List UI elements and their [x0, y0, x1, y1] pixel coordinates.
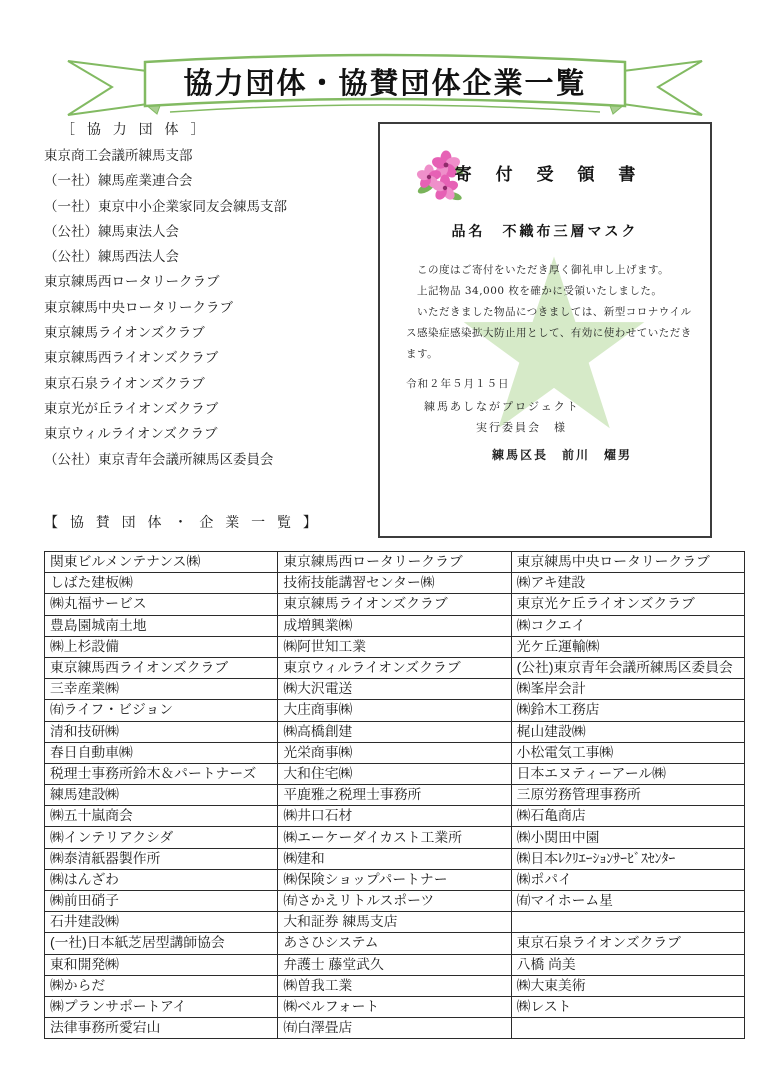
table-cell: ㈱からだ: [45, 975, 278, 996]
table-cell: 成増興業㈱: [278, 615, 511, 636]
table-row: [45, 827, 745, 848]
table-cell: ㈱上杉設備: [45, 636, 278, 657]
table-cell: ㈱井口石材: [278, 806, 511, 827]
table-cell: 春日自動車㈱: [45, 742, 278, 763]
table-cell: 光栄商事㈱: [278, 742, 511, 763]
table-row: [45, 785, 745, 806]
table-row: [45, 721, 745, 742]
cooperating-list-item: （一社）東京中小企業家同友会練馬支部: [44, 198, 287, 214]
table-row: [45, 657, 745, 678]
table-cell: ㈱アキ建設: [511, 573, 744, 594]
cooperating-list-item: 東京商工会議所練馬支部: [44, 148, 193, 163]
donation-receipt: [378, 122, 712, 538]
cooperating-list-item: 東京ウィルライオンズクラブ: [44, 426, 218, 442]
table-row: [45, 848, 745, 869]
table-cell: 法律事務所愛宕山: [45, 1018, 278, 1039]
table-cell: 三幸産業㈱: [45, 679, 278, 700]
table-cell: ㈱大沢電送: [278, 679, 511, 700]
table-cell: しばた建板㈱: [45, 573, 278, 594]
table-cell: 大庄商事㈱: [278, 700, 511, 721]
cooperating-list-item: （一社）練馬産業連合会: [44, 173, 193, 189]
cooperating-list: [44, 143, 379, 472]
table-row: [45, 679, 745, 700]
table-cell: 関東ビルメンテナンス㈱: [45, 552, 278, 573]
certificate-item-line: 品名 不織布三層マスク: [451, 224, 639, 240]
table-cell: ㈱鈴木工務店: [511, 700, 744, 721]
table-cell: ㈱前田硝子: [45, 891, 278, 912]
table-cell: 光ケ丘運輸㈱: [511, 636, 744, 657]
table-row: [45, 806, 745, 827]
cooperating-list-item: （公社）東京青年会議所練馬区委員会: [44, 451, 274, 467]
table-cell: 八橋 尚美: [511, 954, 744, 975]
table-row: [45, 573, 745, 594]
table-cell: 東京光ケ丘ライオンズクラブ: [511, 594, 744, 615]
table-cell: ㈲ライフ・ビジョン: [45, 700, 278, 721]
cooperating-list-item: （公社）練馬西法人会: [44, 249, 179, 265]
table-cell: [511, 912, 744, 933]
certificate-signer: 練馬区長 前川 燿男: [492, 448, 633, 462]
table-row: [45, 615, 745, 636]
certificate-recipient-line1: 練馬あしながプロジェクト: [424, 400, 580, 413]
sponsors-table-body: [45, 552, 745, 1039]
cooperating-list-item: 東京石泉ライオンズクラブ: [44, 375, 205, 391]
table-cell: ㈱ポパイ: [511, 869, 744, 890]
table-cell: ㈱はんざわ: [45, 869, 278, 890]
cooperating-list-item: 東京練馬ライオンズクラブ: [44, 325, 205, 341]
certificate-title: 寄 付 受 領 書: [454, 165, 645, 185]
certificate-body-line: ス感染症感染拡大防止用として、有効に使わせていただき: [406, 327, 692, 339]
table-row: [45, 869, 745, 890]
table-row: [45, 594, 745, 615]
table-cell: ㈲マイホーム星: [511, 891, 744, 912]
table-cell: ㈱五十嵐商会: [45, 806, 278, 827]
cooperating-list-item: 東京練馬西ロータリークラブ: [44, 274, 220, 290]
table-cell: 小松電気工事㈱: [511, 742, 744, 763]
table-cell: 梶山建設㈱: [511, 721, 744, 742]
table-cell: 石井建設㈱: [45, 912, 278, 933]
table-cell: 弁護士 藤堂武久: [278, 954, 511, 975]
table-cell: ㈱プランサポートアイ: [45, 996, 278, 1017]
table-cell: ㈱建和: [278, 848, 511, 869]
table-cell: ㈱高橋創建: [278, 721, 511, 742]
certificate-body: [406, 260, 696, 365]
certificate-date: 令和２年５月１５日: [406, 378, 510, 390]
cooperating-list-item: 東京光が丘ライオンズクラブ: [44, 400, 219, 416]
table-cell: 大和住宅㈱: [278, 763, 511, 784]
table-cell: 東京ウィルライオンズクラブ: [278, 657, 511, 678]
table-row: [45, 700, 745, 721]
table-cell: 日本エヌティーアール㈱: [511, 763, 744, 784]
table-cell: 技術技能講習センター㈱: [278, 573, 511, 594]
table-cell: ㈱コクエイ: [511, 615, 744, 636]
table-cell: ㈲さかえリトルスポーツ: [278, 891, 511, 912]
table-cell: 東京練馬西ロータリークラブ: [278, 552, 511, 573]
table-cell: ㈱小関田中園: [511, 827, 744, 848]
table-cell: (公社)東京青年会議所練馬区委員会: [511, 657, 744, 678]
table-cell: ㈱泰清紙器製作所: [45, 848, 278, 869]
table-row: [45, 742, 745, 763]
table-cell: 東京練馬中央ロータリークラブ: [511, 552, 744, 573]
table-cell: あさひシステム: [278, 933, 511, 954]
certificate-body-line: 上記物品 34,000 枚を確かに受領いたしました。: [406, 285, 663, 297]
certificate-body-line: いただきました物品につきましては、新型コロナウイル: [406, 306, 692, 318]
table-cell: 東京練馬ライオンズクラブ: [278, 594, 511, 615]
table-cell: 東京石泉ライオンズクラブ: [511, 933, 744, 954]
table-cell: ㈱大東美術: [511, 975, 744, 996]
table-cell: 平鹿雅之税理士事務所: [278, 785, 511, 806]
page-title: 協力団体・協賛団体企業一覧: [183, 68, 587, 100]
table-row: [45, 552, 745, 573]
table-cell: 東京練馬西ライオンズクラブ: [45, 657, 278, 678]
cooperating-list-item: 東京練馬西ライオンズクラブ: [44, 350, 219, 366]
table-cell: 東和開発㈱: [45, 954, 278, 975]
table-row: [45, 933, 745, 954]
table-cell: 税理士事務所鈴木＆パートナーズ: [45, 763, 278, 784]
cooperating-list-item: （公社）練馬東法人会: [44, 223, 179, 239]
table-cell: ㈱曽我工業: [278, 975, 511, 996]
sponsors-heading: 【 協 賛 団 体 ・ 企 業 一 覧 】: [44, 514, 321, 530]
table-cell: 豊島園城南土地: [45, 615, 278, 636]
table-cell: ㈱エーケーダイカスト工業所: [278, 827, 511, 848]
table-cell: 大和証券 練馬支店: [278, 912, 511, 933]
table-cell: ㈱峯岸会計: [511, 679, 744, 700]
table-cell: 清和技研㈱: [45, 721, 278, 742]
certificate-recipient-line2: 実行委員会 様: [476, 421, 567, 434]
table-cell: 練馬建設㈱: [45, 785, 278, 806]
table-cell: ㈱日本ﾚｸﾘｴｰｼｮﾝｻｰﾋﾞｽｾﾝﾀｰ: [511, 848, 744, 869]
table-cell: ㈱石亀商店: [511, 806, 744, 827]
table-cell: 三原労務管理事務所: [511, 785, 744, 806]
table-cell: ㈱レスト: [511, 996, 744, 1017]
table-cell: (一社)日本紙芝居型講師協会: [45, 933, 278, 954]
table-row: [45, 763, 745, 784]
certificate-body-line: ます。: [406, 348, 439, 360]
table-row: [45, 636, 745, 657]
table-row: [45, 912, 745, 933]
cooperating-list-item: 東京練馬中央ロータリークラブ: [44, 299, 233, 315]
table-row: [45, 996, 745, 1017]
certificate-body-line: この度はご寄付をいただき厚く御礼申し上げます。: [406, 264, 670, 276]
table-cell: ㈱丸福サービス: [45, 594, 278, 615]
title-banner: [60, 46, 710, 122]
table-row: [45, 954, 745, 975]
table-row: [45, 891, 745, 912]
table-cell: ㈱阿世知工業: [278, 636, 511, 657]
table-row: [45, 1018, 745, 1039]
table-cell: ㈲白澤畳店: [278, 1018, 511, 1039]
table-cell: ㈱ベルフォート: [278, 996, 511, 1017]
table-cell: ㈱保険ショップパートナー: [278, 869, 511, 890]
cooperating-heading: ［ 協 力 団 体 ］: [61, 121, 209, 137]
table-cell: ㈱インテリアクシダ: [45, 827, 278, 848]
cooperating-section: [44, 116, 379, 472]
sponsors-table: [44, 551, 745, 1039]
table-row: [45, 975, 745, 996]
table-cell: [511, 1018, 744, 1039]
